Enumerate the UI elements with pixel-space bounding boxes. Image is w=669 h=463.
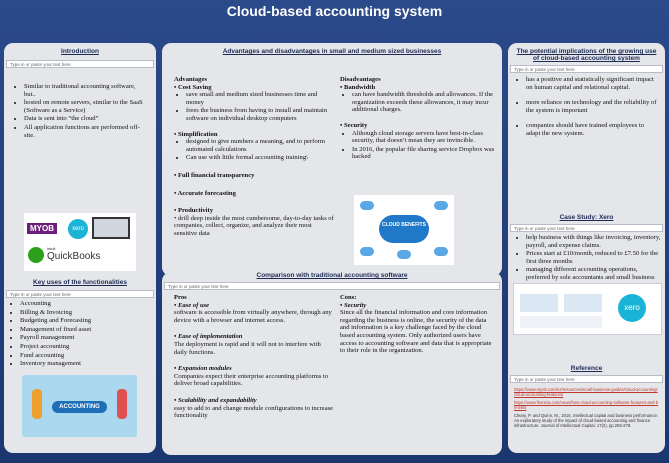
accounting-illustration-label: ACCOUNTING <box>52 401 107 413</box>
list-item: • designed to give numbers a meaning, and to perform automated calculations <box>186 138 336 153</box>
laptop-icon <box>92 217 130 239</box>
xero-list <box>514 234 661 290</box>
implications-panel <box>508 43 665 453</box>
comparison-panel <box>162 272 502 455</box>
reference-link[interactable]: https://www.myob.com/nz/resources/small-business-guides/cloud-accounting/cloud-accounting-features/ <box>514 387 658 397</box>
list-item: • hosted on remote servers, similar to the SaaS (Software as a Service) <box>24 99 147 114</box>
reference-text-placeholder[interactable]: Type in or paste your text here <box>510 375 663 383</box>
implications-heading: The potential implications of the growing use of cloud-based accounting system <box>516 48 657 62</box>
ease-of-implementation-title: • Ease of implementation <box>174 333 243 341</box>
reference-link[interactable]: https://www.finextra.com/news/how-cloud-accounting-software-features-and-benefits <box>514 400 659 410</box>
intro-panel <box>4 43 156 453</box>
reference-heading: Reference <box>570 365 603 372</box>
advantages-column <box>174 76 336 238</box>
benefit-bubble-icon <box>434 247 448 256</box>
functions-text-placeholder[interactable]: Type in or paste your text here <box>6 290 154 298</box>
reference-list <box>514 387 659 428</box>
cons-column <box>340 294 495 355</box>
list-item: • Although cloud storage servers have best-in-class security, that doesn’t mean they are invincible. <box>352 130 495 145</box>
intuit-label: intuit <box>47 246 56 251</box>
person-icon <box>32 389 42 419</box>
list-item: • All application functions are performed off-site. <box>24 124 147 139</box>
benefit-bubble-icon <box>360 201 374 210</box>
xero-text-placeholder[interactable]: Type in or paste your text here <box>510 224 663 232</box>
forecasting-title: • Accurate forecasting <box>174 189 236 197</box>
xero-heading: Case Study: Xero <box>559 214 614 221</box>
advantages-panel <box>162 43 502 276</box>
cons-security-title: • Security <box>340 301 367 309</box>
list-item: • Budgeting and Forecasting <box>20 317 152 325</box>
list-item: • can have bandwidth thresholds and allowances. If the organization exceeds these allowances, it may incur additional charges. <box>352 91 495 114</box>
cons-security-text: Since all the financial information and core information regarding the business is online, the security of the data and information is a key challenge faced by the cloud based accounting system. Only authorized users have access to accounting software and data that is appropriate to their role in the organization. <box>340 309 492 355</box>
disadvantages-column <box>340 76 495 162</box>
pros-title: Pros <box>174 294 187 301</box>
list-item: • Project accounting <box>20 343 152 351</box>
list-item: • save small and medium sized businesses time and money <box>186 91 336 106</box>
productivity-title: • Productivity <box>174 207 214 215</box>
cloud-benefits-graphic <box>354 195 454 265</box>
simplification-title: • Simplification <box>174 130 218 138</box>
list-item: • help business with things like invoicing, inventory, payroll, and expense claims. <box>526 234 661 249</box>
advantages-heading: Advantages and disadvantages in small and medium sized businesses <box>222 48 442 55</box>
dashboard-chart-icon <box>520 294 558 312</box>
benefit-bubble-icon <box>434 201 448 210</box>
list-item: • In 2016, the popular file sharing service Dropbox was hacked <box>352 146 495 161</box>
accounting-logos <box>24 213 136 271</box>
ease-of-use-text: software is accessible from virtually anywhere, through any device with a browser and internet access. <box>174 309 332 324</box>
expansion-modules-text: Companies expect their enterprise accounting platforms to deliver broad capabilities. <box>174 372 329 388</box>
list-item: • Similar to traditional accounting software, but.. <box>24 83 147 98</box>
functions-list <box>12 300 152 369</box>
list-item: • Management of fixed asset <box>20 326 152 334</box>
intro-text-placeholder[interactable]: Type in or paste your text here <box>6 60 154 68</box>
list-item: • Accounting <box>20 300 152 308</box>
benefit-bubble-icon <box>397 250 411 259</box>
dashboard-chart-icon <box>564 294 602 312</box>
dashboard-table-icon <box>520 316 602 328</box>
bandwidth-title: • Bandwidth <box>340 83 376 91</box>
quickbooks-logo: QuickBooks <box>47 251 101 262</box>
scalability-text: easy to add to and change module configurations to increase functionality <box>174 404 334 420</box>
functions-heading: Key uses of the functionalities <box>33 279 127 286</box>
list-item: • Payroll management <box>20 334 152 342</box>
pros-column <box>174 294 334 420</box>
list-item: • has a positive and statistically significant impact on human capital and relational capital. <box>526 76 659 91</box>
quickbooks-circle-icon <box>28 247 44 263</box>
ease-of-use-title: • Ease of use <box>174 301 210 309</box>
implications-list <box>514 76 659 139</box>
list-item: • Billing & Invoicing <box>20 309 152 317</box>
poster-title: Cloud-based accounting system <box>226 3 443 19</box>
advantages-title: Advantages <box>174 76 207 83</box>
cons-title: Cons: <box>340 294 357 301</box>
productivity-item: • drill deep inside the most cumbersome, day-to-day tasks of companies, collect, organize, and analyze their most sensitive data <box>174 214 334 237</box>
xero-dashboard-image <box>513 283 662 335</box>
ease-of-implementation-text: The deployment is rapid and it will not to interfere with daily functions. <box>174 340 321 356</box>
benefit-bubble-icon <box>360 247 374 256</box>
reference-citation: Cleary, P. and Quinn, M., 2016. Intellectual capital and business performance: An exploratory study of the impact of cloud-based accounting and finance infrastructure. Journal of Intellectual Capital, 17(2), pp.255-278. <box>514 413 658 428</box>
security-title: • Security <box>340 121 368 129</box>
list-item: • more reliance on technology and the reliability of the system is important <box>526 99 659 114</box>
comparison-heading: Comparison with traditional accounting software <box>256 272 408 279</box>
person-icon <box>117 389 127 419</box>
intro-list <box>12 83 147 140</box>
transparency-title: • Full financial transparency <box>174 171 255 179</box>
list-item: • frees the business from having to install and maintain software on individual desktop computers <box>186 107 336 122</box>
myob-logo: MYOB <box>27 223 57 234</box>
scalability-title: • Scalability and expandability <box>174 396 257 404</box>
cost-saving-title: • Cost Saving <box>174 83 212 91</box>
xero-logo: xero <box>68 219 88 239</box>
list-item: • managing different accounting operations, preferred by sole accountants and small business <box>526 266 661 289</box>
list-item: • Can use with little formal accounting training\ <box>186 154 336 162</box>
cloud-icon: CLOUD BENEFITS <box>379 215 429 243</box>
comparison-text-placeholder[interactable]: Type in or paste your text here <box>164 282 500 290</box>
list-item: • Data is sent into “the cloud” <box>24 115 147 123</box>
xero-logo: xero <box>618 294 646 322</box>
expansion-modules-title: • Expansion modules <box>174 365 232 373</box>
implications-text-placeholder[interactable]: Type in or paste your text here <box>510 65 663 73</box>
list-item: • Inventory management <box>20 360 152 368</box>
accounting-illustration <box>22 375 137 437</box>
list-item: • Prices start at £10/month, reduced to £7.50 for the first three months <box>526 250 661 265</box>
intro-heading: Introduction <box>61 48 99 55</box>
list-item: • companies should have trained employees to adapt the new system. <box>526 122 659 137</box>
disadvantages-title: Disadvantages <box>340 76 381 83</box>
list-item: • Fund accounting <box>20 352 152 360</box>
